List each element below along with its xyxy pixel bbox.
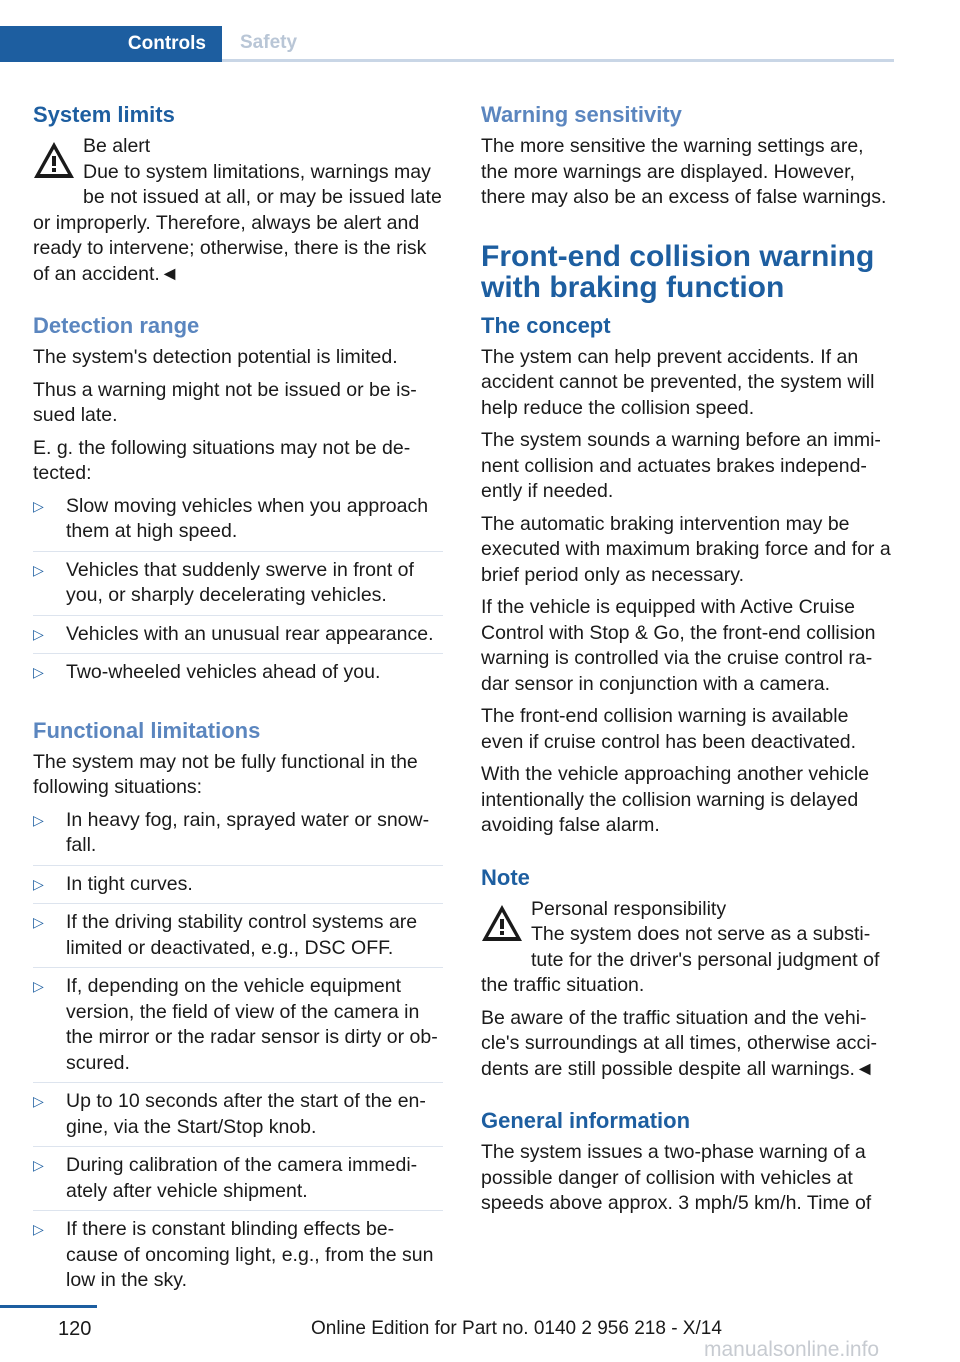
- paragraph: If the vehicle is equipped with Active Cruise Control with Stop & Go, the front-end collision warning is controlled via the cruise control ra‐ dar sensor in conjunction with a camera.: [481, 596, 876, 695]
- list-item: ▷ Vehicles that suddenly swerve in front of you, or sharply decelerating vehicles.: [33, 558, 443, 616]
- tab-safety[interactable]: Safety: [222, 26, 894, 62]
- paragraph: The more sensitive the warning settings are, the more warnings are displayed. However, there may also be an excess of false warnings.: [481, 135, 887, 208]
- tab-controls[interactable]: Controls: [0, 26, 222, 62]
- warning-block: [33, 134, 443, 287]
- paragraph: The automatic braking intervention may be executed with maximum braking force and for a brief period only as necessary.: [481, 512, 891, 586]
- warning-triangle-icon: [33, 140, 77, 188]
- edition-text: Online Edition for Part no. 0140 2 956 218 - X/14: [311, 1318, 722, 1339]
- footer-divider: [0, 1305, 97, 1308]
- left-column: [33, 100, 443, 1308]
- warning-sensitivity-heading: Warning sensitivity: [481, 102, 682, 127]
- list-item: ▷ If the driving stability control systems are limited or deactivated, e.g., DSC OFF.: [33, 910, 443, 968]
- page-number: 120: [58, 1318, 92, 1340]
- note-heading: Note: [481, 864, 530, 890]
- list-item: ▷ Vehicles with an unusual rear appearance.: [33, 622, 443, 655]
- triangle-bullet-icon: ▷: [33, 811, 44, 828]
- concept-heading: The concept: [481, 312, 611, 338]
- list-item: ▷ If there is constant blinding effects be‐ cause of oncoming light, e.g., from the sun low in the sky.: [33, 1218, 434, 1291]
- triangle-bullet-icon: ▷: [33, 914, 44, 930]
- functional-list: [33, 808, 443, 1300]
- triangle-bullet-icon: ▷: [33, 664, 44, 680]
- list-item: ▷ Two-wheeled vehicles ahead of you.: [33, 661, 381, 683]
- triangle-bullet-icon: ▷: [33, 978, 44, 994]
- detection-list: [33, 494, 443, 692]
- general-information-heading: General information: [481, 1108, 691, 1133]
- paragraph: The system's detection potential is limited.: [33, 346, 398, 368]
- paragraph: Be aware of the traffic situation and the vehi‐ cle's surroundings at all times, otherwise acci‐ dents are still possible despite all warnings.◄: [481, 1006, 878, 1080]
- paragraph: The system sounds a warning before an immi‐ nent collision and actuates brakes independ‐ ently if needed.: [481, 429, 881, 502]
- triangle-bullet-icon: ▷: [33, 561, 44, 578]
- paragraph: E. g. the following situations may not be de‐ tected:: [33, 436, 411, 484]
- triangle-bullet-icon: ▷: [33, 1093, 44, 1109]
- system-limits-heading: System limits: [33, 102, 175, 127]
- list-item: ▷ In heavy fog, rain, sprayed water or snow‐ fall.: [33, 808, 443, 866]
- detection-range-heading: Detection range: [33, 313, 200, 338]
- triangle-bullet-icon: ▷: [33, 875, 44, 892]
- paragraph: The front-end collision warning is available even if cruise control has been deactivated.: [481, 705, 857, 753]
- paragraph: The ystem can help prevent accidents. If an accident cannot be prevented, the system will help reduce the collision speed.: [481, 345, 875, 419]
- warning-text: Due to system limitations, warnings may be not issued at all, or may be issued late or improperly. Therefore, always be alert and ready to intervene; otherwise, there is the risk of an accident.◄: [33, 160, 442, 285]
- list-item: ▷ During calibration of the camera immedi‐ ately after vehicle shipment.: [33, 1153, 443, 1211]
- list-item: ▷ In tight curves.: [33, 872, 443, 905]
- paragraph: With the vehicle approaching another vehicle intentionally the collision warning is delayed avoiding false alarm.: [481, 763, 870, 836]
- triangle-bullet-icon: ▷: [33, 1221, 44, 1237]
- list-item: ▷ If, depending on the vehicle equipment version, the field of view of the camera in the mirror or the radar sensor is dirty or ob‐ scured.: [33, 974, 443, 1083]
- paragraph: The system may not be fully functional in the following situations:: [33, 750, 418, 798]
- warning-text: The system does not serve as a substi‐ tute for the driver's personal judgment of the traffic situation.: [481, 923, 880, 996]
- list-item: ▷ Up to 10 seconds after the start of the en‐ gine, via the Start/Stop knob.: [33, 1089, 443, 1147]
- paragraph: The system issues a two-phase warning of a possible danger of collision with vehicles at speeds above approx. 3 mph/5 km/h. Time of: [481, 1141, 872, 1214]
- warning-triangle-icon: [481, 903, 525, 951]
- triangle-bullet-icon: ▷: [33, 625, 44, 642]
- list-item: ▷ Slow moving vehicles when you approach them at high speed.: [33, 494, 443, 552]
- warning-block: [481, 897, 891, 999]
- paragraph: Thus a warning might not be issued or be is‐ sued late.: [33, 378, 417, 426]
- header-tabs: [0, 26, 894, 62]
- right-column: [481, 100, 891, 1224]
- warning-title: Be alert: [83, 135, 151, 157]
- functional-limitations-heading: Functional limitations: [33, 717, 261, 743]
- section-title: Front-end collision warning with braking function: [481, 239, 875, 304]
- warning-title: Personal responsibility: [531, 897, 727, 920]
- triangle-bullet-icon: ▷: [33, 497, 44, 514]
- triangle-bullet-icon: ▷: [33, 1157, 44, 1173]
- watermark: manualsonline.info: [704, 1338, 880, 1361]
